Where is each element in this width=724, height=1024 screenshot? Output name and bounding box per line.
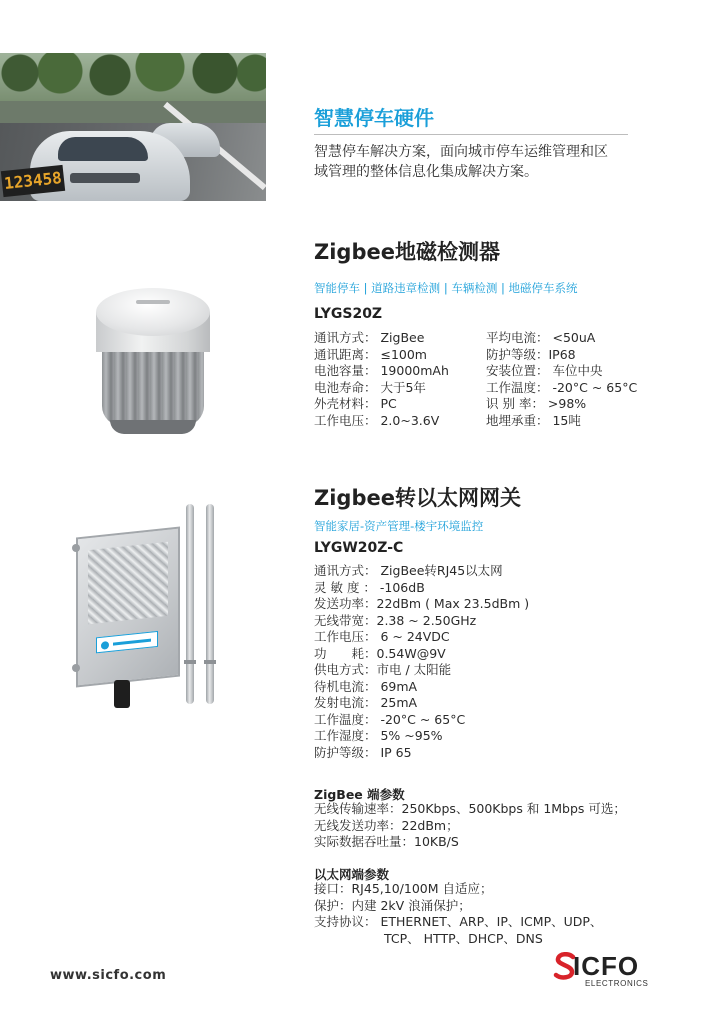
ethernet-params-list xyxy=(314,881,602,947)
spec-item: 供电方式：市电 / 太阳能 xyxy=(314,662,452,677)
product1-specs-right xyxy=(486,330,637,429)
spec-item: 待机电流： 69mA xyxy=(314,678,418,694)
spec-item: 电池容量： 19000mAh xyxy=(314,363,449,378)
spec-item: 工作温度： -20°C ~ 65°C xyxy=(314,711,466,727)
zigbee-params-list xyxy=(314,801,626,851)
product1-title: Zigbee地磁检测器 xyxy=(314,240,500,264)
antenna-ring xyxy=(204,660,216,664)
sensor-ribs xyxy=(102,348,204,426)
sicfo-logo xyxy=(553,951,649,992)
spec-item: 工作电压： 2.0~3.6V xyxy=(314,412,440,428)
antenna-ring xyxy=(184,660,196,664)
spec-item: 安装位置： 车位中央 xyxy=(486,363,603,378)
sensor-cap xyxy=(96,288,210,336)
spec-item: 防护等级： IP 65 xyxy=(314,744,412,760)
product2-tags: 智能家居-资产管理-楼宇环境监控 xyxy=(314,519,484,533)
param-item: 实际数据吞吐量：10KB/S xyxy=(314,834,459,849)
intro-text xyxy=(314,142,654,182)
gateway-bolt xyxy=(72,544,80,552)
spec-item: 电池寿命： 大于5年 xyxy=(314,379,426,395)
spec-item: 防护等级：IP68 xyxy=(486,346,576,362)
photo-car-grill xyxy=(70,173,140,183)
param-item: 无线传输速率：250Kbps、500Kbps 和 1Mbps 可选； xyxy=(314,801,626,816)
spec-item: 无线带宽：2.38 ~ 2.50GHz xyxy=(314,612,477,628)
spec-item: 工作电压： 6 ~ 24VDC xyxy=(314,629,450,644)
gateway-antenna xyxy=(206,504,214,704)
product1-model: LYGS20Z xyxy=(314,306,383,322)
spec-item: 地埋承重： 15吨 xyxy=(486,412,581,428)
spec-item: 通讯距离： ≤100m xyxy=(314,346,427,362)
intro-text-line: 域管理的整体信息化集成解决方案。 xyxy=(314,164,538,180)
logo-subtitle: ELECTRONICS xyxy=(585,979,649,988)
intro-text-line: 智慧停车解决方案，面向城市停车运维管理和区 xyxy=(314,144,608,160)
intro-divider xyxy=(314,134,628,135)
spec-item: 识 别 率： >98% xyxy=(486,396,587,411)
param-item-continued: TCP、 HTTP、DHCP、DNS xyxy=(384,930,543,946)
photo-plate-number: 123458 xyxy=(1,165,65,197)
product2-specs xyxy=(314,563,529,761)
product2-title: Zigbee转以太网网关 xyxy=(314,486,521,510)
param-item: 保护：内建 2kV 浪涌保护； xyxy=(314,897,471,913)
param-item: 接口：RJ45,10/100M 自适应； xyxy=(314,881,493,896)
gateway-fins xyxy=(88,542,168,624)
spec-item: 通讯方式： ZigBee转RJ45以太网 xyxy=(314,563,503,578)
param-item: 支持协议： ETHERNET、ARP、IP、ICMP、UDP、 xyxy=(314,914,603,929)
product2-model: LYGW20Z-C xyxy=(314,540,404,556)
product1-tags: 智能停车 | 道路违章检测 | 车辆检测 | 地磁停车系统 xyxy=(314,281,578,295)
intro-title: 智慧停车硬件 xyxy=(314,106,434,130)
photo-car-windshield xyxy=(58,137,148,161)
product1-specs-left xyxy=(314,330,449,429)
gateway-enclosure xyxy=(76,527,180,688)
footer-website-url[interactable]: www.sicfo.com xyxy=(50,968,167,983)
gateway-bolt xyxy=(72,664,80,672)
ethernet-params-heading: 以太网端参数 xyxy=(314,867,390,882)
photo-trees xyxy=(0,53,266,113)
spec-item: 工作温度： -20°C ~ 65°C xyxy=(486,379,638,395)
logo-text: ICFO xyxy=(573,951,640,981)
spec-item: 平均电流： <50uA xyxy=(486,330,596,345)
param-item: 无线发送功率：22dBm； xyxy=(314,817,459,833)
gateway-antenna xyxy=(186,504,194,704)
sensor-bottom xyxy=(110,420,196,434)
sensor-logo-mark xyxy=(136,300,170,304)
spec-item: 通讯方式： ZigBee xyxy=(314,330,425,345)
spec-item: 功 耗：0.54W@9V xyxy=(314,645,446,661)
spec-item: 发射电流： 25mA xyxy=(314,695,418,710)
zigbee-params-heading: ZigBee 端参数 xyxy=(314,787,405,802)
gateway-cable xyxy=(114,680,130,708)
gateway-label xyxy=(96,631,158,654)
ethernet-gateway-image xyxy=(70,500,230,720)
parking-photo xyxy=(0,53,266,201)
spec-item: 工作湿度： 5% ~95% xyxy=(314,728,443,743)
spec-item: 发送功率：22dBm ( Max 23.5dBm ) xyxy=(314,596,530,611)
spec-item: 灵 敏 度 ： -106dB xyxy=(314,579,425,595)
geomagnetic-sensor-image xyxy=(96,288,210,438)
spec-item: 外壳材料： PC xyxy=(314,396,397,411)
